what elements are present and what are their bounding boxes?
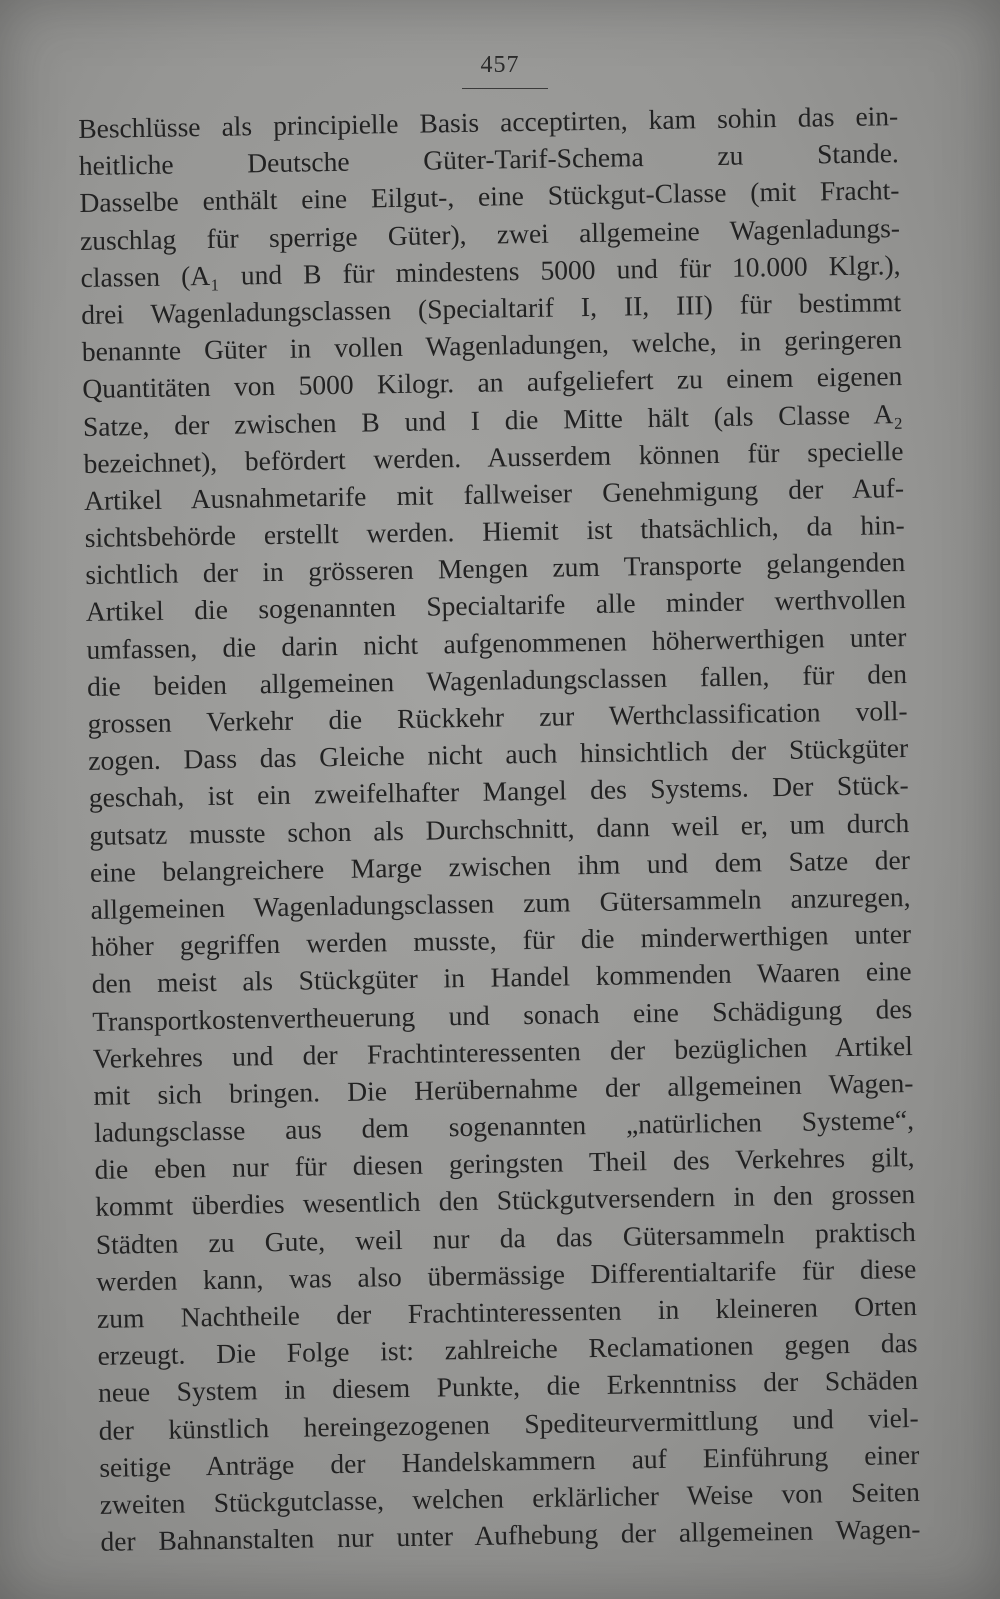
- text-line: Städten zu Gute, weil nur da das Gütersammeln praktisch: [95, 1215, 916, 1260]
- text-line: die eben nur für diesen geringsten Theil des Verkehres gilt,: [94, 1141, 915, 1186]
- text-line: höher gegriffen werden musste, für die minderwerthigen unter: [90, 918, 912, 963]
- text-line: zum Nachtheile der Frachtinteressenten in kleineren Orten: [96, 1289, 918, 1334]
- text-line: sichtsbehörde erstellt werden. Hiemit ist thatsächlich, da hin-: [84, 509, 905, 554]
- text-line: Quantitäten von 5000 Kilogr. an aufgeliefert zu einem eigenen: [82, 360, 903, 405]
- text-line: zuschlag für sperrige Güter), zwei allgemeine Wagenladungs-: [79, 211, 901, 256]
- text-line: neue System in diesem Punkte, die Erkenntniss der Schäden: [97, 1364, 919, 1409]
- text-line: kommt überdies wesentlich den Stückgutversendern in den grossen: [94, 1178, 916, 1223]
- text-line: die beiden allgemeinen Wagenladungsclassen fallen, für den: [86, 657, 908, 702]
- body-text: [78, 97, 921, 1560]
- text-line: Transportkostenvertheuerung und sonach eine Schädigung des: [92, 992, 913, 1037]
- text-line: ladungsclasse aus dem sogenannten „natürlichen Systeme“,: [93, 1104, 915, 1148]
- text-line: heitliche Deutsche Güter-Tarif-Schema zu Stande.: [78, 137, 900, 182]
- text-line: zweiten Stückgutclasse, welchen erklärlicher Weise von Seiten: [99, 1475, 921, 1520]
- text-line: benannte Güter in vollen Wagenladungen, welche, in geringeren: [81, 323, 902, 368]
- text-line: Artikel die sogenannten Specialtarife alle minder werthvollen: [85, 583, 907, 628]
- text-line: sichtlich der in grösseren Mengen zum Transporte gelangenden: [85, 546, 906, 591]
- text-line: drei Wagenladungsclassen (Specialtarif I, II, III) für bestimmt: [80, 286, 902, 330]
- text-line: Artikel Ausnahmetarife mit fallweiser Genehmigung der Auf-: [83, 471, 905, 516]
- text-line: bezeichnet), befördert werden. Ausserdem können für specielle: [83, 434, 904, 479]
- text-line: classen (A₁ und B für mindestens 5000 und für 10.000 Klgr.),: [80, 248, 901, 293]
- text-line: Dasselbe enthält eine Eilgut-, eine Stückgut-Classe (mit Fracht-: [79, 174, 900, 219]
- text-line: seitige Anträge der Handelskammern auf Einführung einer: [99, 1438, 920, 1483]
- text-line: mit sich bringen. Die Herübernahme der allgemeinen Wagen-: [93, 1066, 914, 1111]
- text-line: gutsatz musste schon als Durchschnitt, dann weil er, um durch: [89, 806, 910, 851]
- text-line: der künstlich hereingezogenen Spediteurvermittlung und viel-: [98, 1401, 919, 1446]
- page-number: 457: [480, 52, 520, 78]
- text-line: grossen Verkehr die Rückkehr zur Werthclassification voll-: [87, 695, 908, 739]
- text-line: werden kann, was also übermässige Differentialtarife für diese: [96, 1252, 917, 1297]
- text-line: der Bahnanstalten nur unter Aufhebung der allgemeinen Wagen-: [100, 1513, 921, 1557]
- page-number-rule: [462, 88, 548, 89]
- text-line: allgemeinen Wagenladungsclassen zum Gütersammeln anzuregen,: [90, 880, 911, 925]
- text-line: Verkehres und der Frachtinteressenten der bezüglichen Artikel: [92, 1029, 914, 1074]
- text-line: erzeugt. Die Folge ist: zahlreiche Reclamationen gegen das: [97, 1327, 918, 1372]
- text-line: Beschlüsse als principielle Basis acceptirten, kam sohin das ein-: [78, 100, 899, 144]
- text-line: eine belangreichere Marge zwischen ihm und dem Satze der: [89, 843, 911, 888]
- text-line: den meist als Stückgüter in Handel kommenden Waaren eine: [91, 955, 912, 1000]
- text-line: geschah, ist ein zweifelhafter Mangel des Systems. Der Stück-: [88, 769, 909, 814]
- text-line: umfassen, die darin nicht aufgenommenen höherwerthigen unter: [86, 620, 907, 665]
- text-line: zogen. Dass das Gleiche nicht auch hinsichtlich der Stückgüter: [87, 732, 909, 777]
- text-line: Satze, der zwischen B und I die Mitte hält (als Classe A₂: [82, 397, 904, 442]
